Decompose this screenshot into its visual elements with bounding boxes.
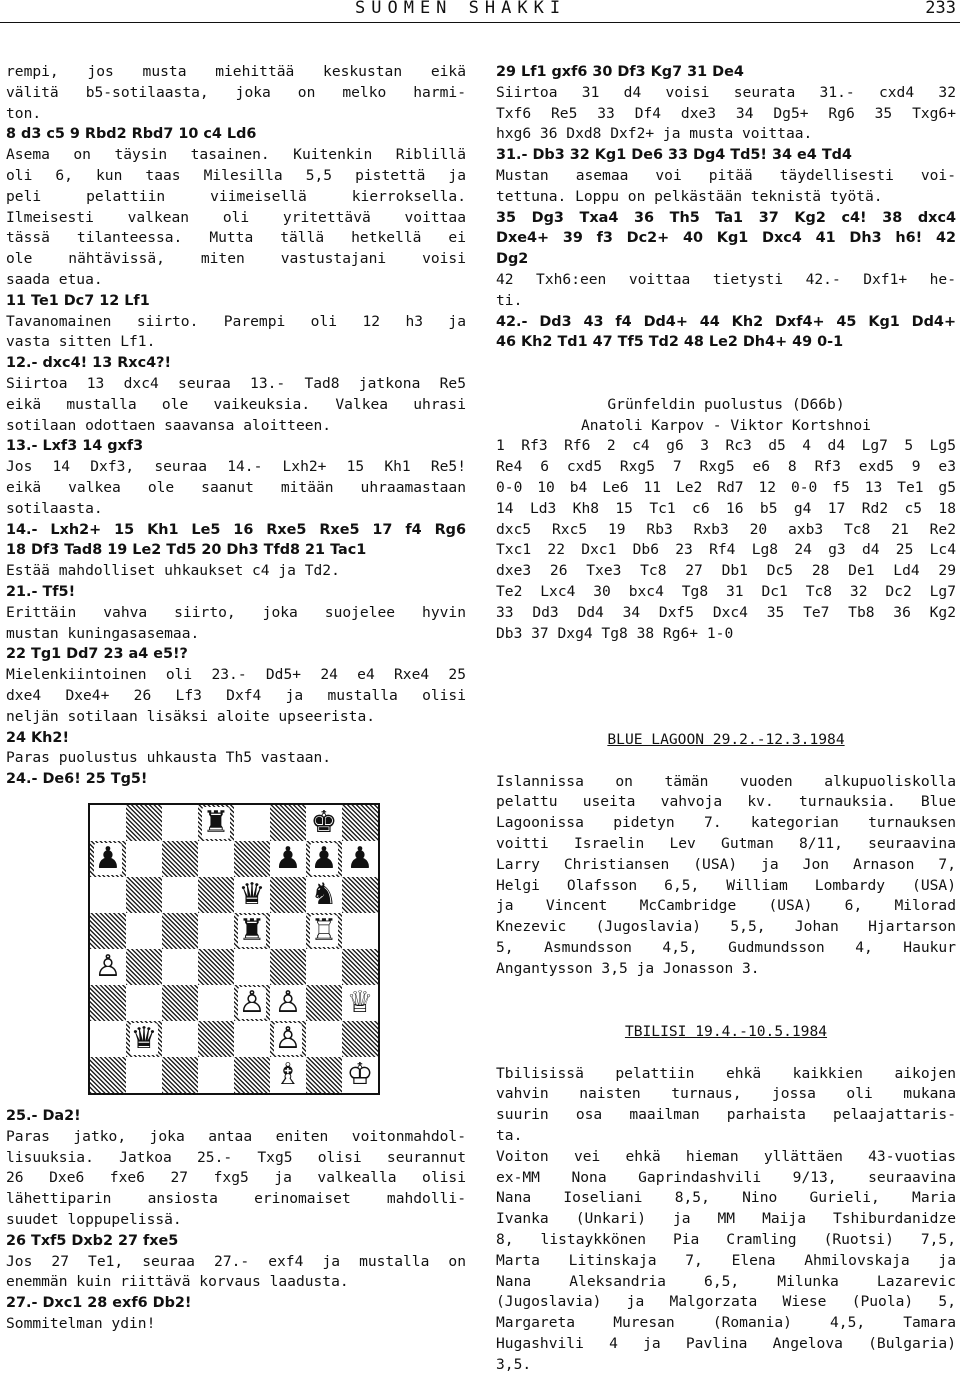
board-square (306, 877, 342, 913)
board-square (90, 1057, 126, 1093)
board-square (198, 1057, 234, 1093)
text-line: vasta sitten Lf1. (6, 333, 156, 351)
chess-moves-line: 22 Tg1 Dd7 23 a4 e5!? (6, 646, 188, 663)
text-line: Marta Litinskaja 7, Elena Ahmilovskaja ja (496, 1251, 956, 1269)
board-square (90, 877, 126, 913)
text-line: Larry Christiansen (USA) ja Jon Arnason 7, (496, 855, 956, 873)
text-line: Angantysson 3,5 ja Jonasson 3. (496, 959, 760, 977)
text-line: Margareta Muresan (Romania) 4,5, Tamara (496, 1314, 956, 1332)
magazine-title: SUOMEN SHAKKI (355, 0, 567, 18)
board-square (342, 1021, 378, 1057)
tbilisi-text (496, 1064, 956, 1376)
chess-moves-line: 42.- Dd3 43 f4 Dd4+ 44 Kh2 Dxf4+ 45 Kg1 Dd4+ (496, 313, 956, 330)
page-number: 233 (925, 0, 956, 18)
board-square (342, 805, 378, 841)
board-square (90, 841, 126, 877)
blue-lagoon-section (496, 730, 956, 980)
board-square (306, 1057, 342, 1093)
white-pawn-icon: ♙ (94, 949, 122, 984)
blue-lagoon-heading: BLUE LAGOON 29.2.-12.3.1984 (607, 731, 845, 748)
chess-moves-line: 8 d3 c5 9 Rbd2 Rbd7 10 c4 Ld6 (6, 126, 257, 143)
blue-lagoon-text (496, 772, 956, 980)
chess-moves-line: 25.- Da2! (6, 1108, 81, 1124)
text-line: Voiton vei ehkä hieman yllättäen 43-vuotias (496, 1147, 956, 1165)
board-square (198, 1021, 234, 1057)
board-square (162, 1057, 198, 1093)
text-line: ti. (496, 291, 523, 309)
board-square (162, 949, 198, 985)
text-line: Asema on täysin tasainen. Kuitenkin Riblillä (6, 146, 466, 164)
text-line: tässä tilanteessa. Mutta tällä hetkellä ei (6, 229, 466, 247)
chess-moves-line: 31.- Db3 32 Kg1 De6 33 Dg4 Td5! 34 e4 Td4 (496, 147, 852, 164)
board-square (270, 841, 306, 877)
board-square (162, 877, 198, 913)
board-square (90, 985, 126, 1021)
board-square (234, 913, 270, 949)
text-line: 42 Txh6:een voittaa tietysti 42.- Dxf1+ he- (496, 270, 956, 288)
chess-moves-line: 14.- Lxh2+ 15 Kh1 Le5 16 Rxe5 Rxe5 17 f4 Rg6 (6, 521, 466, 538)
text-line: vahvin naisten turnaus, jossa oli mukana (496, 1085, 956, 1103)
board-square (90, 949, 126, 985)
text-line: lisuuksia. Jatkoa 25.- Txg5 olisi seurannut (6, 1148, 466, 1166)
board-square (162, 1021, 198, 1057)
text-line: Te2 Lxc4 30 bxc4 Tg8 31 Dc1 Tc8 32 Dc2 Lg7 (496, 582, 956, 600)
text-line: Txf6 Re5 33 Df4 dxe3 34 Dg5+ Rg6 35 Txg6+ (496, 104, 956, 122)
text-line: Tavanomainen siirto. Parempi oli 12 h3 ja (6, 312, 466, 330)
white-pawn-icon: ♙ (274, 985, 302, 1020)
page-header (0, 0, 960, 22)
board-square (270, 949, 306, 985)
text-line: Knezevic (Jugoslavia) 5,5, Johan Hjartarson (496, 918, 956, 936)
board-square (162, 805, 198, 841)
text-line: 8, listaykkönen Pia Cramling (Ruotsi) 7,5, (496, 1230, 956, 1248)
board-square (234, 985, 270, 1021)
text-line: tettuna. Loppu on pelkästään teknistä työtä. (496, 187, 883, 205)
text-line: Siirtoa 31 d4 voisi seurata 31.- cxd4 32 (496, 83, 956, 101)
board-square (342, 1057, 378, 1093)
board-square (126, 877, 162, 913)
board-square (306, 949, 342, 985)
text-line: (Jugoslavia) ja Malgorzata Wiese (Puola) 5, (496, 1293, 956, 1311)
board-square (270, 913, 306, 949)
text-line: Islannissa on tämän vuoden alkupuoliskolla (496, 772, 956, 790)
board-square (306, 985, 342, 1021)
text-line: 14 Ld3 Kh8 15 Tc1 c6 16 b5 g4 17 Rd2 c5 18 (496, 499, 956, 517)
text-line: Paras puolustus uhkausta Th5 vastaan. (6, 749, 332, 767)
text-line: Hugashvili 4 ja Pavlina Angelova (Bulgaria) (496, 1334, 956, 1352)
black-pawn-icon: ♟ (274, 841, 302, 876)
header-rule (0, 22, 960, 23)
text-line: välitä b5-sotilaasta, joka on melko harmi- (6, 83, 466, 101)
black-queen-icon: ♛ (238, 877, 266, 912)
text-line: dxe4 Dxe4+ 26 Lf3 Dxf4 ja mustalla olisi (6, 686, 466, 704)
board-square (270, 877, 306, 913)
white-bishop-icon: ♗ (274, 1057, 302, 1092)
black-knight-icon: ♞ (310, 877, 338, 912)
text-line: Re4 6 cxd5 Rxg5 7 Rxg5 e6 8 Rf3 exd5 9 e3 (496, 458, 956, 476)
board-square (342, 949, 378, 985)
board-square (270, 1057, 306, 1093)
board-square (162, 913, 198, 949)
black-pawn-icon: ♟ (346, 841, 374, 876)
tbilisi-section (496, 1022, 956, 1376)
black-queen-icon: ♛ (130, 1021, 158, 1056)
chess-moves-line: 26 Txf5 Dxb2 27 fxe5 (6, 1232, 179, 1249)
black-rook-icon: ♜ (238, 913, 266, 948)
text-line: eikä valkea ole saanut mitään uhraamastaan (6, 478, 466, 496)
text-line: rempi, jos musta miehittää keskustan eikä (6, 63, 466, 80)
right-column-text (496, 62, 956, 644)
board-square (270, 805, 306, 841)
chess-moves-line: 27.- Dxc1 28 exf6 Db2! (6, 1295, 192, 1312)
chess-moves-line: 29 Lf1 gxf6 30 Df3 Kg7 31 De4 (496, 64, 744, 80)
black-pawn-icon: ♟ (94, 841, 122, 876)
text-line: voitti Israelin Lev Gutman 8/11, seuraavina (496, 834, 956, 852)
text-line: Grünfeldin puolustus (D66b) (607, 395, 845, 413)
chess-moves-line: 11 Te1 Dc7 12 Lf1 (6, 292, 150, 309)
text-line: Estää mahdolliset uhkaukset c4 ja Td2. (6, 562, 340, 580)
text-line: Jos 14 Dxf3, seuraa 14.- Lxh2+ 15 Kh1 Re5! (6, 458, 466, 476)
text-line: 5, Asmundsson 4,5, Gudmundsson 4, Haukur (496, 938, 956, 956)
chess-moves-line: 24 Kh2! (6, 729, 70, 746)
board-square (126, 805, 162, 841)
chess-moves-line: 21.- Tf5! (6, 583, 76, 600)
board-square (234, 1057, 270, 1093)
text-line: Paras jatko, joka antaa eniten voitonmahdol- (6, 1127, 466, 1145)
text-line: sotilaasta. (6, 499, 103, 517)
board-square (306, 1021, 342, 1057)
text-line: ta. (496, 1126, 523, 1144)
text-line: Nana Aleksandria 6,5, Milunka Lazarevic (496, 1272, 956, 1290)
text-line: 33 Dd3 Dd4 34 Dxf5 Dxc4 35 Te7 Tb8 36 Kg2 (496, 603, 956, 621)
text-line: Siirtoa 13 dxc4 seuraa 13.- Tad8 jatkona Re5 (6, 374, 466, 392)
text-line: Tbilisissä pelattiin ehkä kaikkien aikojen (496, 1064, 956, 1082)
white-queen-icon: ♕ (346, 985, 374, 1020)
board-square (126, 1057, 162, 1093)
chess-moves-line: 46 Kh2 Td1 47 Tf5 Td2 48 Le2 Dh4+ 49 0-1 (496, 334, 844, 351)
board-square (198, 805, 234, 841)
text-line: mustan kuningasasemaa. (6, 624, 200, 642)
text-line: Lagoonissa pidetyn 7. kategorian turnauksen (496, 814, 956, 832)
white-rook-icon: ♖ (310, 913, 338, 948)
board-square (126, 1021, 162, 1057)
chess-moves-line: Dg2 (496, 251, 529, 268)
white-pawn-icon: ♙ (274, 1021, 302, 1056)
board-square (306, 805, 342, 841)
board-square (162, 985, 198, 1021)
board-square (198, 841, 234, 877)
text-line: 26 Dxe6 fxe6 27 fxg5 ja valkealla olisi (6, 1169, 466, 1187)
board-square (234, 805, 270, 841)
board-square (162, 841, 198, 877)
board-square (342, 985, 378, 1021)
text-line (496, 353, 956, 374)
tbilisi-heading: TBILISI 19.4.-10.5.1984 (624, 1023, 828, 1040)
board-square (234, 1021, 270, 1057)
board-square (90, 805, 126, 841)
left-column-text (6, 62, 466, 790)
text-line: enemmän kuin riittävä korvaus laadusta. (6, 1273, 349, 1291)
board-square (234, 841, 270, 877)
chess-diagram (88, 803, 380, 1095)
board-square (306, 913, 342, 949)
text-line: lähettiparin ansiosta erinomaiset mahdolli- (6, 1190, 466, 1208)
text-line: Mustan asemaa voi pitää täydellisesti voi- (496, 166, 956, 184)
text-line: peli pelattiin viimeisellä kierroksella. (6, 187, 466, 205)
board-square (270, 1021, 306, 1057)
text-line: eikä mustalla ole vaikeuksia. Valkea uhrasi (6, 395, 466, 413)
chess-moves-line: 18 Df3 Tad8 19 Le2 Td5 20 Dh3 Tfd8 21 Tac1 (6, 542, 367, 559)
text-line: Sommitelman ydin! (6, 1314, 156, 1332)
text-line: suudet loppupelissä. (6, 1210, 182, 1228)
text-line: hxg6 36 Dxd8 Dxf2+ ja musta voittaa. (496, 125, 813, 143)
text-line: suurin osa maailman parhaista pelaajattaris- (496, 1106, 956, 1124)
text-line: Helgi Olafsson 6,5, William Lombardy (USA) (496, 876, 956, 894)
board-square (342, 877, 378, 913)
text-line: dxc5 Rxc5 19 Rb3 Rxb3 20 axb3 Tc8 21 Re2 (496, 520, 956, 538)
text-line: pelattu useita vahvoja kv. turnauksia. Blue (496, 793, 956, 811)
text-line: sotilaan odottaen saavansa aloitteen. (6, 416, 332, 434)
text-line: saada etua. (6, 270, 103, 288)
board-square (342, 913, 378, 949)
board-square (126, 841, 162, 877)
text-line: ex-MM Nona Gaprindashvili 9/13, seuraavina (496, 1168, 956, 1186)
black-king-icon: ♚ (310, 805, 338, 840)
board-square (270, 985, 306, 1021)
text-line: ton. (6, 104, 42, 122)
text-line: dxe3 26 Txe3 Tc8 27 Db1 Dc5 28 De1 Ld4 29 (496, 562, 956, 580)
text-line: 1 Rf3 Rf6 2 c4 g6 3 Rc3 d5 4 d4 Lg7 5 Lg5 (496, 437, 956, 455)
board-square (126, 985, 162, 1021)
text-line: Nana Ioseliani 8,5, Nino Gurieli, Maria (496, 1189, 956, 1207)
black-pawn-icon: ♟ (310, 841, 338, 876)
board-square (198, 913, 234, 949)
board-square (234, 877, 270, 913)
board-square (198, 877, 234, 913)
text-line: Jos 27 Te1, seuraa 27.- exf4 ja mustalla on (6, 1252, 466, 1270)
board-square (126, 949, 162, 985)
text-line: Anatoli Karpov - Viktor Kortshnoi (581, 416, 871, 434)
text-line: Erittäin vahva siirto, joka suojelee hyvin (6, 603, 466, 621)
text-line: Ilmeisesti valkean oli yritettävä voittaa (6, 208, 466, 226)
board-square (90, 1021, 126, 1057)
text-line: ja Vincent McCambridge (USA) 6, Milorad (496, 897, 956, 915)
left-column-continuation (6, 1106, 466, 1335)
chess-moves-line: 13.- Lxf3 14 gxf3 (6, 438, 144, 455)
text-line: neljän sotilaan lisäksi aloite upseerista. (6, 707, 376, 725)
chess-moves-line: 35 Dg3 Txa4 36 Th5 Ta1 37 Kg2 c4! 38 dxc4 (496, 209, 956, 226)
text-line: Mielenkiintoinen oli 23.- Dd5+ 24 e4 Rxe4 25 (6, 666, 466, 684)
text-line: Db3 37 Dxg4 Tg8 38 Rg6+ 1-0 (496, 624, 734, 642)
white-pawn-icon: ♙ (238, 985, 266, 1020)
text-line: Ivanka (Unkari) ja MM Maija Tshiburdanidze (496, 1210, 956, 1228)
text-line: ole nähtävissä, miten vastustajani voisi (6, 250, 466, 268)
board-square (198, 949, 234, 985)
chess-moves-line: 24.- De6! 25 Tg5! (6, 771, 148, 788)
text-line (496, 374, 956, 395)
text-line: Txc1 22 Dxc1 Db6 23 Rf4 Lg8 24 g3 d4 25 Lc4 (496, 541, 956, 559)
board-square (126, 913, 162, 949)
text-line: 0-0 10 b4 Le6 11 Le2 Rd7 12 0-0 f5 13 Te1 g5 (496, 478, 956, 496)
board-square (234, 949, 270, 985)
board-square (306, 841, 342, 877)
chess-moves-line: 12.- dxc4! 13 Rxc4?! (6, 355, 172, 372)
text-line: oli 6, kun taas Milesilla 5,5 pistettä ja (6, 166, 466, 184)
board-square (342, 841, 378, 877)
board-square (198, 985, 234, 1021)
white-king-icon: ♔ (346, 1057, 374, 1092)
text-line: 3,5. (496, 1355, 532, 1373)
black-rook-icon: ♜ (202, 805, 230, 840)
board-square (90, 913, 126, 949)
chess-moves-line: Dxe4+ 39 f3 Dc2+ 40 Kg1 Dxc4 41 Dh3 h6! 42 (496, 230, 956, 247)
